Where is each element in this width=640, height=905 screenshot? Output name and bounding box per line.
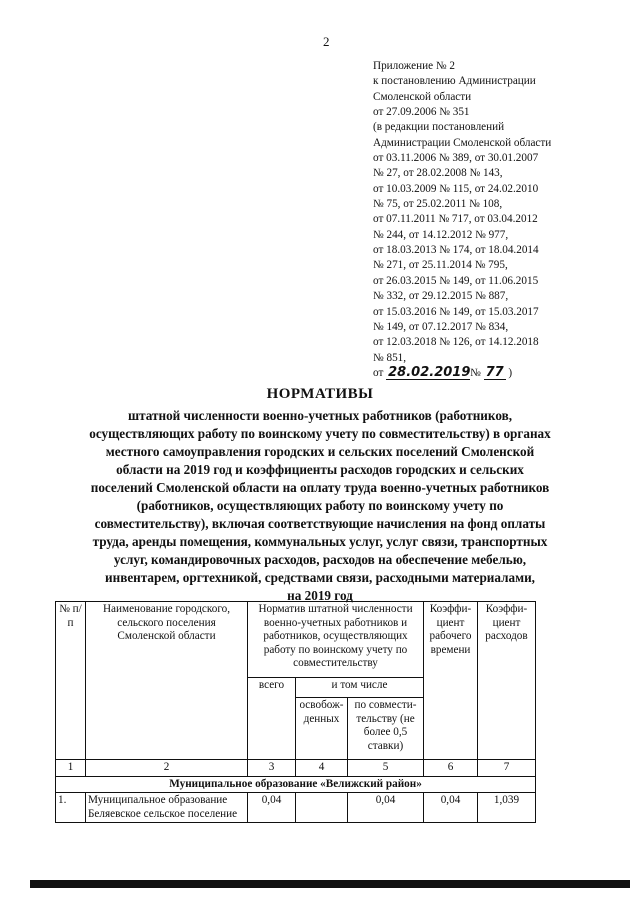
subtitle-line: осуществляющих работу по воинскому учету по совместительству) в органах xyxy=(89,426,551,441)
handwritten-date: 28.02.2019 xyxy=(388,364,471,380)
appendix-line: от 12.03.2018 № 126, от 14.12.2018 xyxy=(373,336,539,349)
row-num: 1. xyxy=(56,793,86,823)
col-number: 5 xyxy=(348,760,424,777)
subtitle-line: местного самоуправления городских и сельских поселений Смоленской xyxy=(105,444,535,459)
row-parttime: 0,04 xyxy=(348,793,424,823)
subtitle-line: услуг, командировочных расходов, расходов на обеспечение мебелью, xyxy=(113,552,527,567)
appendix-line: к постановлению Администрации xyxy=(373,75,536,88)
appendix-line: № 75, от 25.02.2011 № 108, xyxy=(373,198,503,211)
norms-table xyxy=(55,601,536,823)
appendix-line: Смоленской области xyxy=(373,90,472,103)
appendix-line: от 07.11.2011 № 717, от 03.04.2012 xyxy=(373,213,538,226)
header-name: Наименование городского, сельского поселения Смоленской области xyxy=(86,602,248,760)
appendix-line: от 15.03.2016 № 149, от 15.03.2017 xyxy=(373,305,539,318)
table-row xyxy=(56,793,536,823)
appendix-line: (в редакции постановлений xyxy=(373,121,505,134)
appendix-block xyxy=(373,59,623,381)
appendix-line: № 851, xyxy=(373,351,407,364)
row-total: 0,04 xyxy=(248,793,296,823)
appendix-line: Приложение № 2 xyxy=(373,60,455,72)
scan-edge-bar xyxy=(30,880,630,888)
appendix-line: № 244, от 14.12.2012 № 977, xyxy=(373,228,509,241)
col-number: 4 xyxy=(296,760,348,777)
appendix-line: № 149, от 07.12.2017 № 834, xyxy=(373,320,509,333)
col-number: 1 xyxy=(56,760,86,777)
subtitle-line: труда, аренды помещения, коммунальных услуг, услуг связи, транспортных xyxy=(92,534,548,549)
header-coef-exp: Коэффи-циент расходов xyxy=(478,602,536,760)
appendix-line: от 03.11.2006 № 389, от 30.01.2007 xyxy=(373,152,539,165)
header-total: всего xyxy=(248,678,296,760)
header-parttime: по совмести-тельству (не более 0,5 ставки) xyxy=(348,698,424,760)
col-number: 3 xyxy=(248,760,296,777)
header-coef-time: Коэффи-циент рабочего времени xyxy=(424,602,478,760)
closing-paren: ) xyxy=(508,366,513,379)
subtitle-line: на 2019 год xyxy=(287,588,353,603)
appendix-line: от 27.09.2006 № 351 xyxy=(373,106,470,119)
header-released: освобож-денных xyxy=(296,698,348,760)
subtitle-line: области на 2019 год и коэффициенты расходов городских и сельских xyxy=(116,462,524,477)
appendix-line: от 18.03.2013 № 174, от 18.04.2014 xyxy=(373,244,539,257)
row-released xyxy=(296,793,348,823)
subtitle-line: штатной численности военно-учетных работников (работников, xyxy=(127,408,513,423)
appendix-line: от 26.03.2015 № 149, от 11.06.2015 xyxy=(373,274,539,287)
document-subtitle xyxy=(40,407,600,605)
appendix-line: № 27, от 28.02.2008 № 143, xyxy=(373,167,503,180)
appendix-line: от 10.03.2009 № 115, от 24.02.2010 xyxy=(373,182,539,195)
header-num: № п/п xyxy=(56,602,86,760)
appendix-signature-line xyxy=(373,366,623,381)
handwritten-number: 77 xyxy=(485,364,504,380)
number-sign: № xyxy=(470,366,481,379)
appendix-line: № 271, от 25.11.2014 № 795, xyxy=(373,259,508,272)
col-number: 2 xyxy=(86,760,248,777)
row-name: Муниципальное образование Беляевское сельское поселение xyxy=(86,793,248,823)
col-number: 7 xyxy=(478,760,536,777)
appendix-line: № 332, от 29.12.2015 № 887, xyxy=(373,290,509,303)
document-title: НОРМАТИВЫ xyxy=(266,386,374,402)
document-heading xyxy=(40,386,600,605)
subtitle-line: (работников, осуществляющих работу по воинскому учету по xyxy=(136,498,504,513)
appendix-line: Администрации Смоленской области xyxy=(373,136,552,149)
subtitle-line: инвентарем, оргтехникой, средствами связи, расходными материалами, xyxy=(105,570,535,585)
row-coef-exp: 1,039 xyxy=(478,793,536,823)
col-number: 6 xyxy=(424,760,478,777)
subtitle-line: совместительству), включая соответствующие начисления на фонд оплаты xyxy=(94,516,546,531)
header-incl: и том числе xyxy=(296,678,424,698)
section-row: Муниципальное образование «Велижский район» xyxy=(56,776,536,793)
page-number: 2 xyxy=(323,34,330,49)
subtitle-line: поселений Смоленской области на оплату труда военно-учетных работников xyxy=(90,480,550,495)
row-coef-time: 0,04 xyxy=(424,793,478,823)
header-norm: Норматив штатной численности военно-учетных работников и работников, осуществляющих работу по воинскому учету по совместительству xyxy=(248,602,424,678)
date-prefix: от xyxy=(373,366,384,379)
